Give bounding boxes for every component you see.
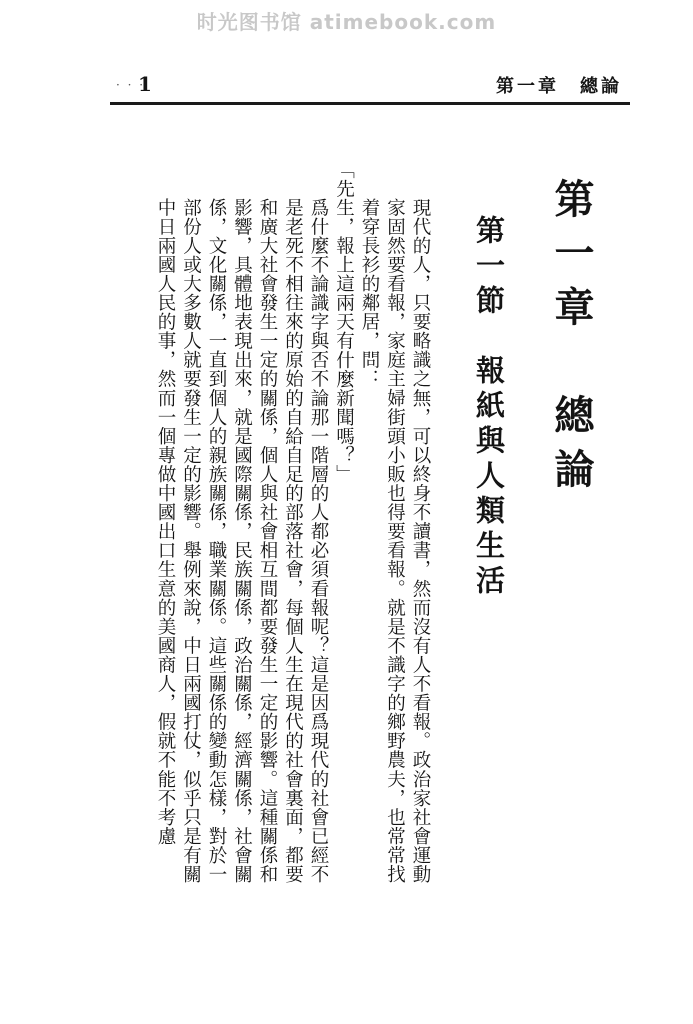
page-number: 1 — [138, 72, 152, 96]
header-rule — [110, 102, 630, 105]
watermark-text: 时光图书馆 atimebook.com — [196, 10, 497, 34]
running-head: 第一章 總論 — [496, 76, 622, 97]
section-title: 第一節 報紙與人類生活 — [472, 215, 506, 600]
paragraph-quote: 「先生，報上這兩天有什麼新聞嗎？」 — [333, 160, 355, 484]
chapter-title: 第一章 總論 — [548, 178, 595, 502]
body-text — [108, 160, 433, 900]
paragraph-1: 現代的人，只要略識之無，可以終身不讀書，然而沒有人不看報。政治家社會運動家固然要看報，家庭主婦街頭小販也得要看報。就是不識字的鄉野農夫，也常常找着穿長衫的鄰居，問： — [359, 198, 431, 884]
page-header — [110, 68, 630, 100]
header-dots: · · · — [116, 78, 146, 92]
paragraph-2: 爲什麼不論識字與否不論那一階層的人都必須看報呢？這是因爲現代的社會已經不是老死不相往來的原始的自給自足的部落社會，每個人生在現代的社會裏面，都要和廣大社會發生一定的關係，個人與社會相互間都要發生一定的影響。這種關係和影響，具體地表現出來，就是國際關係，民族關係，政治關係，經濟關係，社會關係，文化關係，一直到個人的親族關係，職業關係。這些關係的變動怎樣，對於一部份人或大多數人就要發生一定的影響。舉例來說，中日兩國打仗，似乎只是有關中日兩國人民的事，然而一個專做中國出口生意的美國商人，假就不能不考慮 — [155, 198, 329, 884]
